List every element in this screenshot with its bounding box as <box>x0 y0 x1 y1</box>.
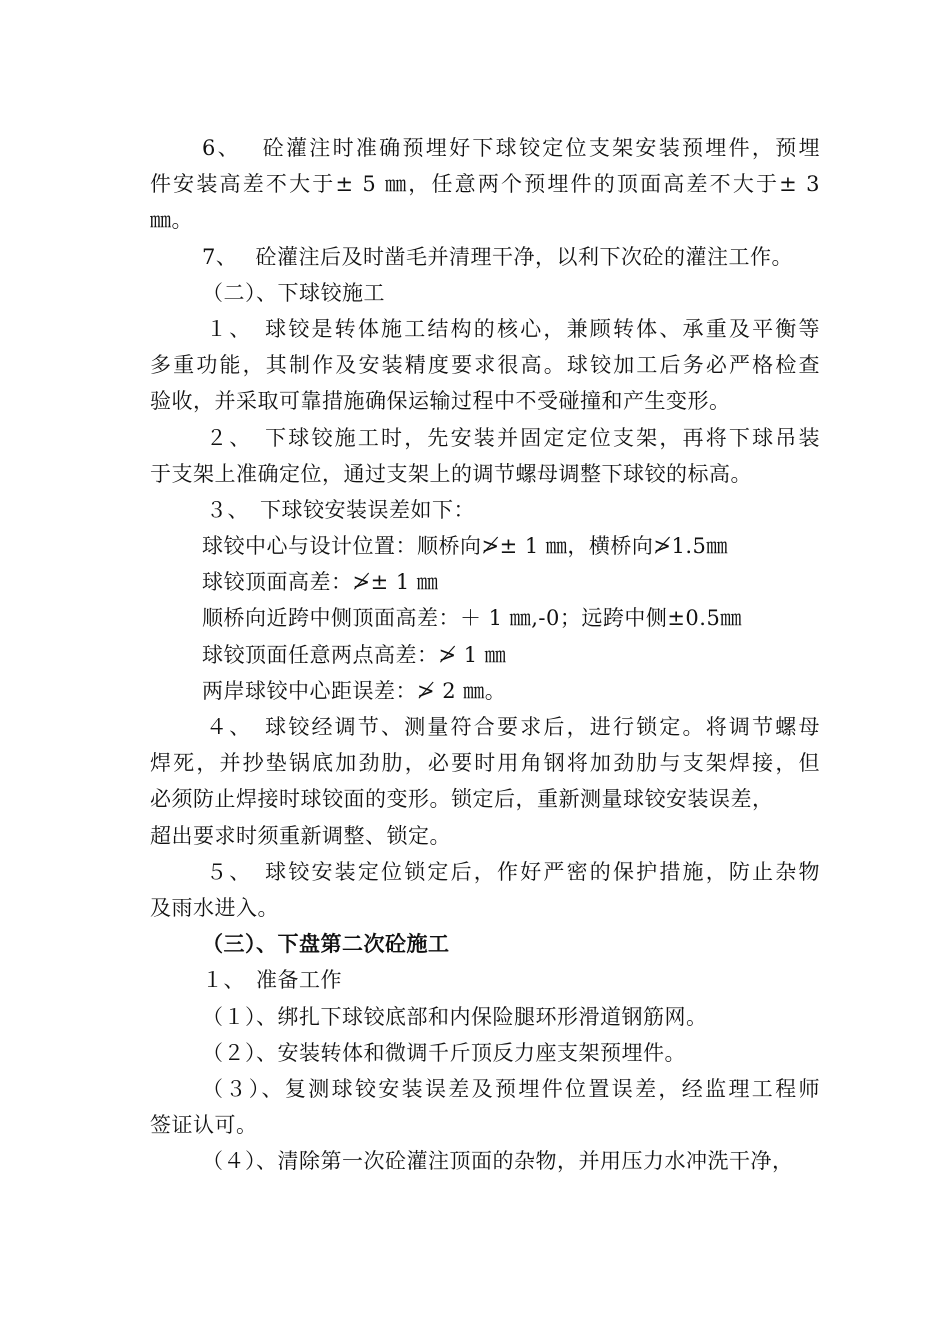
tolerance-line: 两岸球铰中心距误差：≯ 2 ㎜。 <box>202 678 507 703</box>
paragraph-line: 7、 砼灌注后及时凿毛并清理干净，以利下次砼的灌注工作。 <box>202 244 794 269</box>
list-item-continuation: 签证认可。 <box>150 1113 258 1138</box>
document-page <box>150 130 820 1179</box>
section-heading: （三）、下盘第二次砼施工 <box>202 931 450 957</box>
list-item: （１）、绑扎下球铰底部和内保险腿环形滑道钢筋网。 <box>202 1004 708 1029</box>
paragraph-line: ５、 球铰安装定位锁定后，作好严密的保护措施，防止杂物 <box>206 859 820 884</box>
paragraph-line: 验收，并采取可靠措施确保运输过程中不受碰撞和产生变形。 <box>150 389 731 414</box>
paragraph-line: 件安装高差不大于± 5 ㎜，任意两个预埋件的顶面高差不大于± 3 <box>150 172 820 197</box>
list-item: （４）、清除第一次砼灌注顶面的杂物，并用压力水冲洗干净， <box>202 1149 794 1174</box>
section-heading: （二）、下球铰施工 <box>202 280 385 305</box>
tolerance-line: 顺桥向近跨中侧顶面高差：＋ 1 ㎜,-0；远跨中侧±0.5㎜ <box>202 606 742 631</box>
paragraph-line: ㎜。 <box>150 208 193 233</box>
paragraph-line: ３、 下球铰安装误差如下： <box>206 497 475 522</box>
paragraph-line: 及雨水进入。 <box>150 895 279 920</box>
paragraph-line: １、 球铰是转体施工结构的核心，兼顾转体、承重及平衡等 <box>206 316 820 341</box>
list-item: （３）、复测球铰安装误差及预埋件位置误差，经监理工程师 <box>202 1076 820 1101</box>
tolerance-line: 球铰顶面高差：≯± 1 ㎜ <box>202 570 439 595</box>
paragraph-line: ４、 球铰经调节、测量符合要求后，进行锁定。将调节螺母 <box>206 715 820 739</box>
paragraph-line: 多重功能，其制作及安装精度要求很高。球铰加工后务必严格检查 <box>150 353 820 378</box>
paragraph-line: 6、 砼灌注时准确预埋好下球铰定位支架安装预埋件，预埋 <box>202 136 820 160</box>
paragraph-line: ２、 下球铰施工时，先安装并固定定位支架，再将下球吊装 <box>206 425 820 450</box>
paragraph-line: 焊死，并抄垫锅底加劲肋，必要时用角钢将加劲肋与支架焊接，但 <box>150 751 820 776</box>
tolerance-line: 球铰中心与设计位置：顺桥向≯± 1 ㎜，横桥向≯1.5㎜ <box>202 534 728 559</box>
paragraph-line: 必须防止焊接时球铰面的变形。锁定后，重新测量球铰安装误差， <box>150 787 774 812</box>
paragraph-line: 于支架上准确定位，通过支架上的调节螺母调整下球铰的标高。 <box>150 461 752 486</box>
tolerance-line: 球铰顶面任意两点高差：≯ 1 ㎜ <box>202 642 507 667</box>
list-item: （２）、安装转体和微调千斤顶反力座支架预埋件。 <box>202 1040 686 1065</box>
paragraph-line: 超出要求时须重新调整、锁定。 <box>150 823 451 848</box>
subsection-heading: １、 准备工作 <box>202 968 342 993</box>
